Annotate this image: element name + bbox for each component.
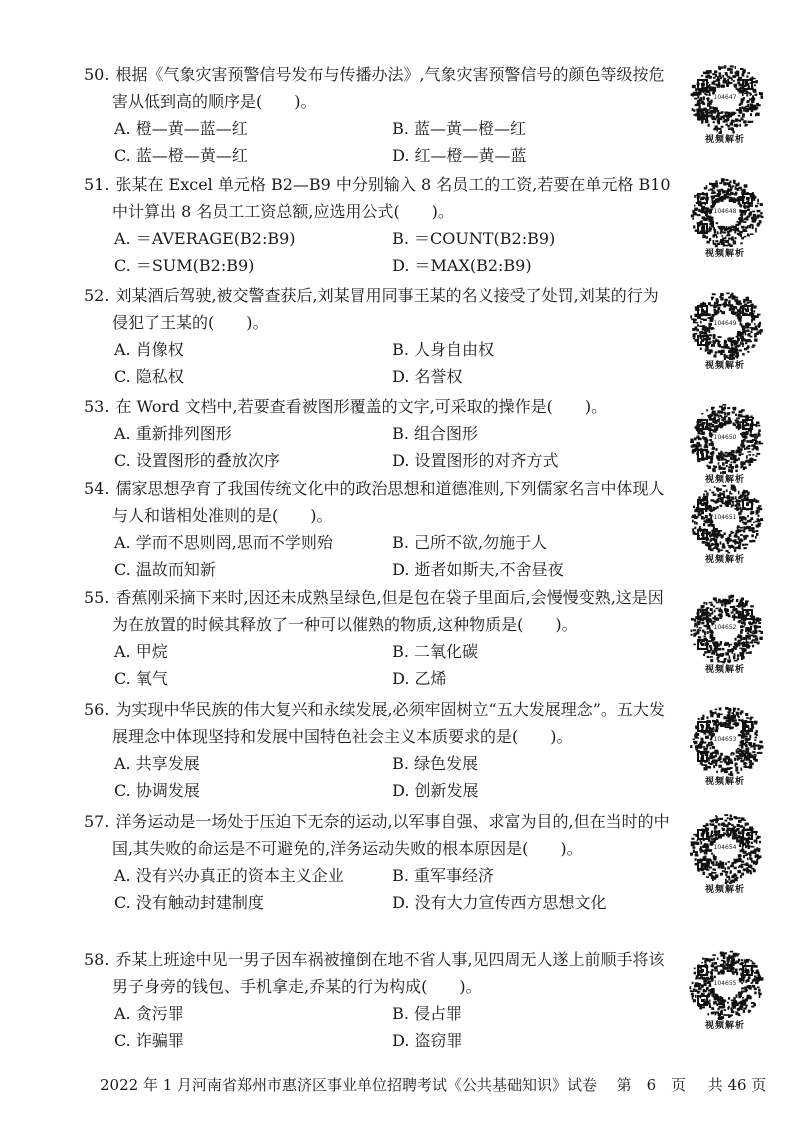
option-d: D. 红—橙—黄—蓝	[392, 146, 527, 165]
question-text: 刘某酒后驾驶,被交警查获后,刘某冒用同事王某的名义接受了处罚,刘某的行为侵犯了王某的( )。	[112, 286, 659, 332]
option-d: D. 盗窃罪	[392, 1031, 463, 1050]
option-b: B. 蓝—黄—橙—红	[392, 119, 527, 138]
question-text: 香蕉刚采摘下来时,因还未成熟呈绿色,但是包在袋子里面后,会慢慢变熟,这是因为在放置的时候其释放了一种可以催熟的物质,这种物质是( )。	[112, 588, 664, 634]
qr-id: 104647	[713, 94, 737, 101]
qr-label: 视频解析	[704, 361, 745, 371]
option-row	[112, 777, 672, 804]
option-c: C. 没有触动封建制度	[114, 893, 264, 912]
question-item	[84, 475, 672, 583]
option-d: D. 名誉权	[392, 367, 463, 386]
option-b: B. 二氧化碳	[392, 642, 479, 661]
qr-label: 视频解析	[704, 1021, 745, 1031]
option-d: D. 创新发展	[392, 781, 479, 800]
option-a: A. 学而不思则罔,思而不学则殆	[114, 533, 333, 552]
option-c: C. 氧气	[114, 669, 168, 688]
qr-id: 104655	[713, 980, 737, 987]
option-list	[112, 529, 672, 583]
option-a: A. ＝AVERAGE(B2:B9)	[114, 229, 296, 248]
option-b: B. ＝COUNT(B2:B9)	[392, 229, 556, 248]
option-row	[112, 1027, 672, 1054]
qr-id: 104649	[713, 320, 737, 327]
footer-exam-title: 2022 年 1 月河南省郑州市惠济区事业单位招聘考试《公共基础知识》试卷	[100, 1076, 598, 1094]
option-list	[112, 1000, 672, 1054]
option-list	[112, 862, 672, 916]
option-b: B. 绿色发展	[392, 754, 479, 773]
video-analysis-qr-code[interactable]	[686, 814, 764, 895]
question-stem	[84, 584, 672, 638]
question-text: 为实现中华民族的伟大复兴和永续发展,必须牢固树立“五大发展理念”。五大发展理念中体现坚持和发展中国特色社会主义本质要求的是( )。	[112, 700, 665, 746]
option-c: C. 温故而知新	[114, 560, 216, 579]
question-stem	[84, 393, 672, 420]
option-d: D. 乙烯	[392, 669, 447, 688]
question-number: 53.	[84, 397, 110, 416]
question-item	[84, 393, 672, 474]
option-c: C. 诈骗罪	[114, 1031, 184, 1050]
qr-id: 104648	[713, 208, 737, 215]
question-text: 儒家思想孕育了我国传统文化中的政治思想和道德准则,下列儒家名言中体现人与人和谐相处准则的是( )。	[112, 479, 665, 525]
option-d: D. 逝者如斯夫,不舍昼夜	[392, 560, 564, 579]
option-a: A. 甲烷	[114, 642, 168, 661]
video-analysis-qr-code[interactable]	[686, 178, 764, 259]
question-stem	[84, 946, 672, 1000]
option-c: C. 隐私权	[114, 367, 184, 386]
option-d: D. ＝MAX(B2:B9)	[392, 256, 532, 275]
question-number: 55.	[84, 588, 110, 607]
qr-label: 视频解析	[704, 885, 745, 895]
option-b: B. 重军事经济	[392, 866, 495, 885]
option-c: C. 蓝—橙—黄—红	[114, 146, 248, 165]
qr-label: 视频解析	[704, 135, 745, 145]
option-row	[112, 556, 672, 583]
option-b: B. 人身自由权	[392, 340, 495, 359]
qr-label: 视频解析	[704, 777, 745, 787]
question-stem	[84, 808, 672, 862]
question-number: 56.	[84, 700, 110, 719]
option-row	[112, 447, 672, 474]
video-analysis-qr-code[interactable]	[686, 290, 764, 371]
qr-label: 视频解析	[704, 249, 745, 259]
option-row	[112, 1000, 672, 1027]
option-row	[112, 115, 672, 142]
question-text: 在 Word 文档中,若要查看被图形覆盖的文字,可采取的操作是( )。	[115, 397, 608, 416]
option-c: C. ＝SUM(B2:B9)	[114, 256, 255, 275]
option-row	[112, 665, 672, 692]
option-row	[112, 225, 672, 252]
option-row	[112, 420, 672, 447]
qr-label: 视频解析	[704, 665, 745, 675]
qr-label: 视频解析	[704, 475, 745, 485]
qr-label: 视频解析	[704, 555, 745, 565]
option-list	[112, 336, 672, 390]
question-number: 58.	[84, 950, 110, 969]
option-row	[112, 750, 672, 777]
option-row	[112, 862, 672, 889]
video-analysis-qr-code[interactable]	[686, 64, 764, 145]
qr-id: 104652	[713, 624, 737, 631]
question-stem	[84, 696, 672, 750]
option-a: A. 肖像权	[114, 340, 184, 359]
option-b: B. 组合图形	[392, 424, 479, 443]
question-text: 张某在 Excel 单元格 B2—B9 中分别输入 8 名员工的工资,若要在单元格 B10 中计算出 8 名员工工资总额,应选用公式( )。	[112, 175, 671, 221]
option-list	[112, 115, 672, 169]
option-a: A. 没有兴办真正的资本主义企业	[114, 866, 344, 885]
footer-page-number: 第 6 页	[616, 1076, 687, 1094]
video-analysis-qr-code[interactable]	[686, 706, 764, 787]
option-list	[112, 420, 672, 474]
option-c: C. 协调发展	[114, 781, 200, 800]
qr-id: 104651	[713, 514, 737, 521]
option-a: A. 共享发展	[114, 754, 200, 773]
option-d: D. 设置图形的对齐方式	[392, 451, 559, 470]
question-stem	[84, 171, 672, 225]
qr-id: 104653	[713, 736, 737, 743]
question-item	[84, 808, 672, 916]
option-d: D. 没有大力宣传西方思想文化	[392, 893, 607, 912]
question-stem	[84, 61, 672, 115]
qr-id: 104650	[713, 434, 737, 441]
option-row	[112, 889, 672, 916]
question-item	[84, 584, 672, 692]
option-b: B. 己所不欲,勿施于人	[392, 533, 548, 552]
question-stem	[84, 475, 672, 529]
option-list	[112, 225, 672, 279]
video-analysis-qr-code[interactable]	[686, 950, 764, 1031]
question-item	[84, 696, 672, 804]
question-number: 51.	[84, 175, 110, 194]
option-row	[112, 336, 672, 363]
question-item	[84, 282, 672, 390]
question-item	[84, 171, 672, 279]
option-row	[112, 529, 672, 556]
question-item	[84, 61, 672, 169]
qr-id: 104654	[713, 844, 737, 851]
option-b: B. 侵占罪	[392, 1004, 463, 1023]
option-row	[112, 638, 672, 665]
question-text: 乔某上班途中见一男子因车祸被撞倒在地不省人事,见四周无人遂上前顺手将该男子身旁的钱包、手机拿走,乔某的行为构成( )。	[112, 950, 665, 996]
option-c: C. 设置图形的叠放次序	[114, 451, 280, 470]
question-number: 57.	[84, 812, 110, 831]
question-number: 52.	[84, 286, 110, 305]
option-row	[112, 142, 672, 169]
option-a: A. 贪污罪	[114, 1004, 184, 1023]
option-row	[112, 363, 672, 390]
page-footer	[100, 1075, 800, 1095]
question-number: 50.	[84, 65, 110, 84]
option-list	[112, 638, 672, 692]
video-analysis-qr-code[interactable]	[686, 594, 764, 675]
question-stem	[84, 282, 672, 336]
question-text: 洋务运动是一场处于压迫下无奈的运动,以军事自强、求富为目的,但在当时的中国,其失败的命运是不可避免的,洋务运动失败的根本原因是( )。	[112, 812, 670, 858]
video-analysis-qr-code[interactable]	[686, 484, 764, 565]
option-a: A. 橙—黄—蓝—红	[114, 119, 248, 138]
question-number: 54.	[84, 479, 110, 498]
video-analysis-qr-code[interactable]	[686, 404, 764, 485]
option-list	[112, 750, 672, 804]
option-row	[112, 252, 672, 279]
footer-total-pages: 共 46 页	[707, 1076, 767, 1094]
question-text: 根据《气象灾害预警信号发布与传播办法》,气象灾害预警信号的颜色等级按危害从低到高的顺序是( )。	[112, 65, 665, 111]
question-item	[84, 946, 672, 1054]
option-a: A. 重新排列图形	[114, 424, 232, 443]
